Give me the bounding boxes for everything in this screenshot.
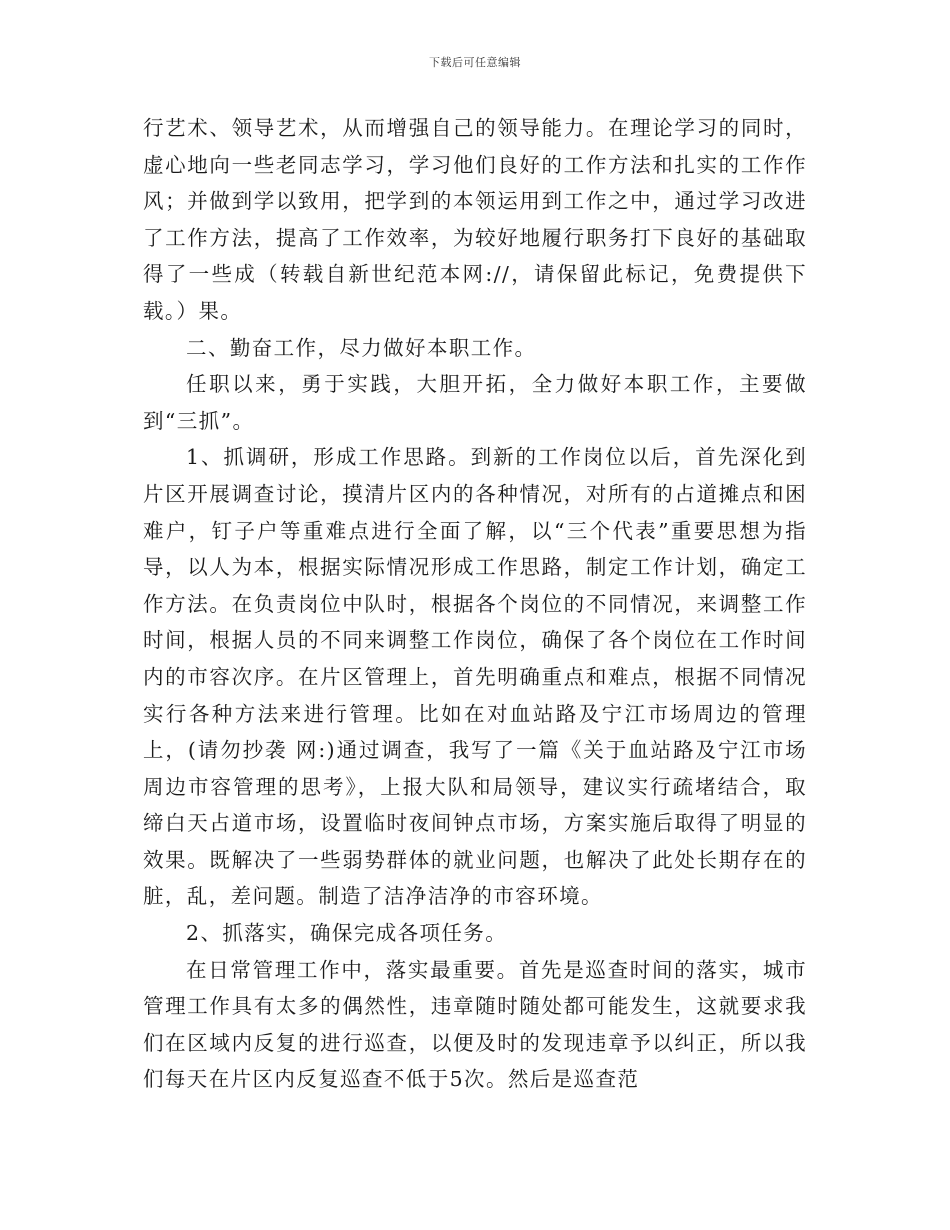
document-body bbox=[143, 110, 807, 1098]
paragraph: 行艺术、领导艺术，从而增强自己的领导能力。在理论学习的同时，虚心地向一些老同志学习，学习他们良好的工作方法和扎实的工作作风；并做到学以致用，把学到的本领运用到工作之中，通过学习改进了工作方法，提高了工作效率，为较好地履行职务打下良好的基础取得了一些成（转载自新世纪范本网://，请保留此标记，免费提供下载。）果。 bbox=[143, 116, 807, 323]
subsection-heading: 2、抓落实，确保完成各项任务。 bbox=[186, 921, 508, 946]
paragraph: 在日常管理工作中，落实最重要。首先是巡查时间的落实，城市管理工作具有太多的偶然性，违章随时随处都可能发生，这就要求我们在区域内反复的进行巡查，以便及时的发现违章予以纠正，所以我们每天在片区内反复巡查不低于5次。然后是巡查范 bbox=[143, 957, 807, 1092]
page-header-note: 下载后可任意编辑 bbox=[429, 56, 521, 69]
paragraph: 1、抓调研，形成工作思路。到新的工作岗位以后，首先深化到片区开展调查讨论，摸清片区内的各种情况，对所有的占道摊点和困难户，钉子户等重难点进行全面了解，以“三个代表”重要思想为指导，以人为本，根据实际情况形成工作思路，制定工作计划，确定工作方法。在负责岗位中队时，根据各个岗位的不同情况，来调整工作时间，根据人员的不同来调整工作岗位，确保了各个岗位在工作时间内的市容次序。在片区管理上，首先明确重点和难点，根据不同情况实行各种方法来进行管理。比如在对血站路及宁江市场周边的管理上，(请勿抄袭 网:)通过调查，我写了一篇《关于血站路及宁江市场周边市容管理的思考》，上报大队和局领导，建议实行疏堵结合，取缔白天占道市场，设置临时夜间钟点市场，方案实施后取得了明显的效果。既解决了一些弱势群体的就业问题，也解决了此处长期存在的脏，乱，差问题。制造了洁净洁净的市容环境。 bbox=[143, 445, 807, 909]
paragraph: 任职以来，勇于实践，大胆开拓，全力做好本职工作，主要做到“三抓”。 bbox=[143, 372, 807, 433]
section-heading: 二、勤奋工作，尽力做好本职工作。 bbox=[186, 335, 537, 360]
